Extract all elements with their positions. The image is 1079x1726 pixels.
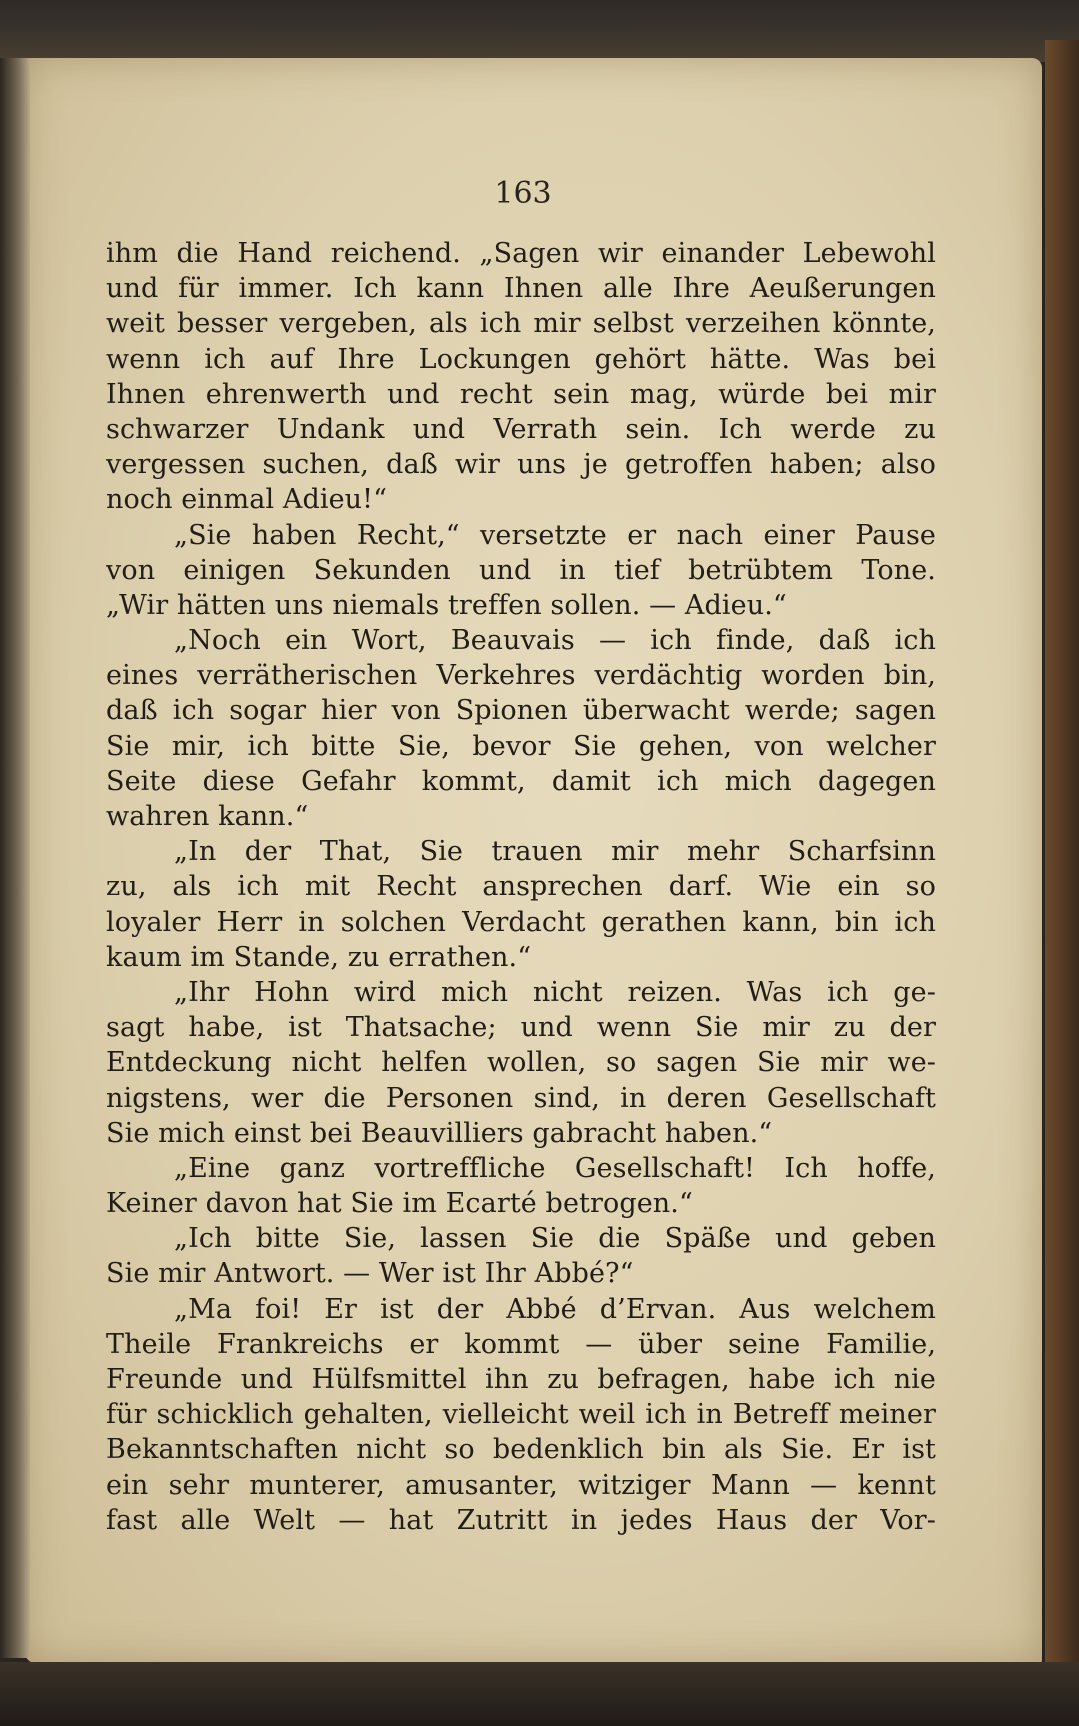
text-line: „Eine ganz vortreffliche Gesellschaft! Ich hoffe, (174, 1152, 936, 1184)
text-line: eines verrätherischen Verkehres verdächtig worden bin, (106, 660, 936, 692)
text-line: ein sehr munterer, amusanter, witziger Mann — kennt (106, 1469, 936, 1501)
body-text (106, 236, 936, 1538)
text-line: Keiner davon hat Sie im Ecarté betrogen.“ (106, 1188, 693, 1220)
text-line: Sie mich einst bei Beauvilliers gabracht haben.“ (106, 1117, 773, 1149)
text-line: „Noch ein Wort, Beauvais — ich finde, daß ich (174, 625, 936, 657)
text-line: weit besser vergeben, als ich mir selbst verzeihen könnte, (106, 308, 936, 340)
text-line: für schicklich gehalten, vielleicht weil ich in Betreff meiner (106, 1399, 936, 1431)
book-gutter (0, 58, 30, 1658)
text-line: fast alle Welt — hat Zutritt in jedes Haus der Vor- (106, 1504, 936, 1536)
text-line: „Ich bitte Sie, lassen Sie die Späße und geben (174, 1223, 936, 1255)
text-line: kaum im Stande, zu errathen.“ (106, 941, 532, 973)
text-line: Entdeckung nicht helfen wollen, so sagen Sie mir we- (106, 1047, 936, 1079)
text-line: daß ich sogar hier von Spionen überwacht werde; sagen (106, 695, 936, 727)
text-line: „In der That, Sie trauen mir mehr Scharfsinn (174, 836, 936, 868)
text-line: zu, als ich mit Recht ansprechen darf. Wie ein so (106, 871, 936, 903)
text-line: loyaler Herr in solchen Verdacht gerathen kann, bin ich (106, 906, 936, 938)
page-number: 163 (494, 176, 552, 211)
text-line: von einigen Sekunden und in tief betrübtem Tone. (106, 554, 936, 586)
text-line: „Ma foi! Er ist der Abbé d’Ervan. Aus welchem (174, 1293, 936, 1325)
scan-background-bottom (0, 1662, 1079, 1726)
text-line: „Wir hätten uns niemals treffen sollen. — Adieu.“ (106, 589, 787, 621)
text-line: vergessen suchen, daß wir uns je getroffen haben; also (106, 449, 936, 481)
text-line: Bekanntschaften nicht so bedenklich bin als Sie. Er ist (106, 1434, 936, 1466)
text-line: wahren kann.“ (106, 801, 309, 832)
text-line: Seite diese Gefahr kommt, damit ich mich dagegen (106, 765, 936, 797)
text-line: „Ihr Hohn wird mich nicht reizen. Was ich ge- (174, 976, 936, 1008)
text-line: noch einmal Adieu!“ (106, 484, 387, 516)
text-line: Sie mir, ich bitte Sie, bevor Sie gehen, von welcher (106, 730, 936, 762)
text-line: nigstens, wer die Personen sind, in deren Gesellschaft (106, 1082, 936, 1114)
text-line: Ihnen ehrenwerth und recht sein mag, würde bei mir (106, 378, 936, 410)
book-cover-edge (1045, 40, 1079, 1726)
text-line: ihm die Hand reichend. „Sagen wir einander Lebewohl (106, 238, 936, 269)
text-line: sagt habe, ist Thatsache; und wenn Sie mir zu der (106, 1012, 936, 1044)
text-line: wenn ich auf Ihre Lockungen gehört hätte. Was bei (106, 343, 936, 375)
text-line: Freunde und Hülfsmittel ihn zu befragen, habe ich nie (106, 1364, 936, 1395)
text-line: Sie mir Antwort. — Wer ist Ihr Abbé?“ (106, 1258, 634, 1290)
text-line: und für immer. Ich kann Ihnen alle Ihre Aeußerungen (106, 273, 936, 305)
text-line: „Sie haben Recht,“ versetzte er nach einer Pause (174, 519, 936, 551)
text-line: Theile Frankreichs er kommt — über seine Familie, (106, 1328, 936, 1360)
text-line: schwarzer Undank und Verrath sein. Ich werde zu (106, 413, 936, 445)
scan-background-top (0, 0, 1079, 62)
